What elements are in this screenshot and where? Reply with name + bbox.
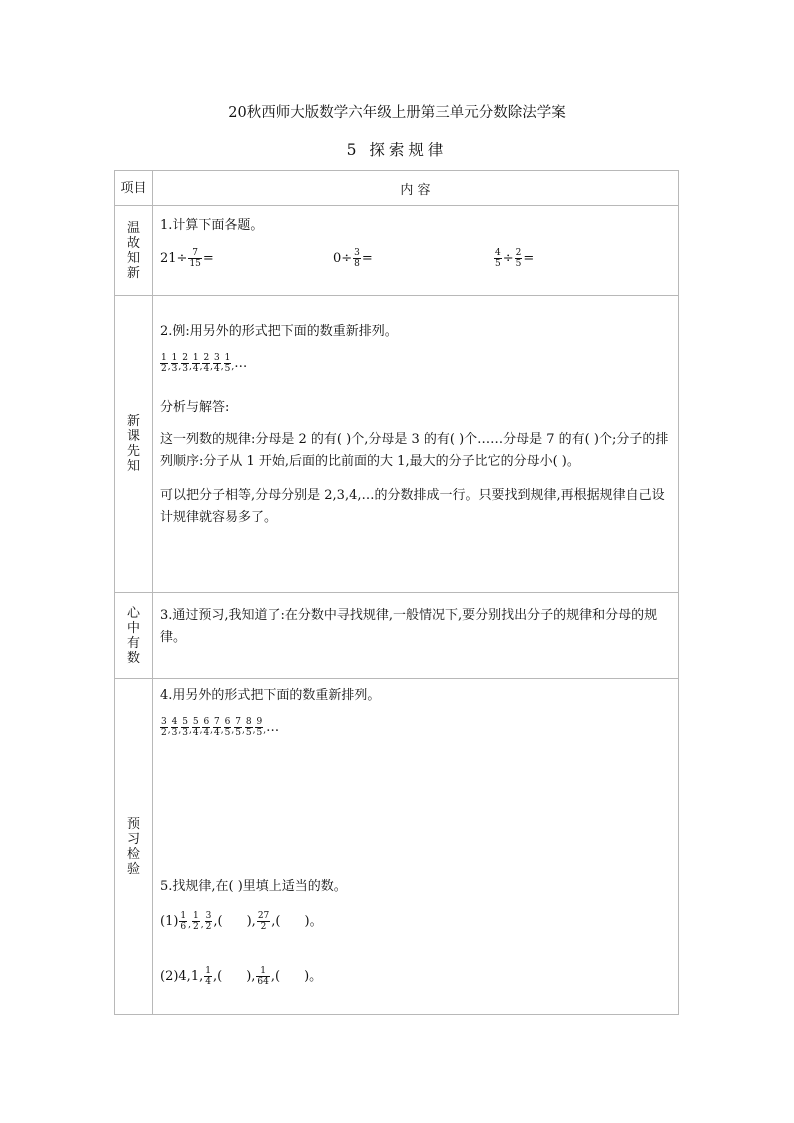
sequence-fraction: $\frac{5}{4}$ bbox=[192, 717, 199, 738]
sequence-fraction: $\frac{1}{5}$ bbox=[224, 353, 231, 374]
sequence-fraction: $\frac{7}{5}$ bbox=[235, 717, 241, 738]
fraction-sequence: $\frac{3}{2}$ , $\frac{4}{3}$ , $\frac{5}{3}$ , $\frac{5}{4}$ , $\frac{6}{4}$ , $\frac{7}{4}$ , $\frac{6}{5}$ , $\frac{7}{5}$ , $\frac{8}{5}$ , $\frac{9}{5}$ , bbox=[161, 717, 267, 738]
label-warmup: 温 故 知 新 bbox=[115, 206, 153, 296]
analysis-heading: 分析与解答: bbox=[160, 400, 230, 415]
lesson-table bbox=[114, 170, 679, 1015]
table-header-row bbox=[115, 171, 679, 206]
expr-1: 21÷ $\frac{7}{15}$ = bbox=[160, 248, 214, 269]
sequence-fraction: $\frac{4}{3}$ bbox=[171, 717, 178, 738]
header-item: 项目 bbox=[115, 171, 153, 206]
sequence-fraction: $\frac{2}{4}$ bbox=[203, 353, 210, 374]
sequence-fraction: $\frac{9}{5}$ bbox=[256, 717, 263, 738]
label-summary: 心 中 有 数 bbox=[115, 593, 153, 679]
sequence-fraction: $\frac{6}{4}$ bbox=[203, 717, 210, 738]
sequence-fraction: $\frac{8}{5}$ bbox=[245, 717, 252, 738]
question-3: 3.通过预习,我知道了:在分数中寻找规律,一般情况下,要分别找出分子的规律和分母的规律。 bbox=[160, 608, 658, 645]
sub-question-2: (2)4,1, $\frac{1}{4}$ ,( ), $\frac{1}{64}$ ,( )。 bbox=[160, 966, 323, 987]
sequence-fraction: $\frac{3}{2}$ bbox=[161, 717, 167, 738]
row-warmup bbox=[115, 206, 679, 296]
sequence-fraction: $\frac{1}{3}$ bbox=[171, 353, 178, 374]
sub-question-1: (1) $\frac{1}{6}$ , $\frac{1}{2}$ , $\frac{3}{2}$ ,( ), $\frac{27}{2}$ ,( )。 bbox=[160, 911, 323, 932]
new-lesson-content bbox=[153, 296, 679, 593]
row-summary bbox=[115, 593, 679, 679]
expr-2: 0÷ $\frac{3}{8}$ = bbox=[333, 248, 373, 269]
check-content bbox=[153, 679, 679, 1015]
summary-content bbox=[153, 593, 679, 679]
row-check bbox=[115, 679, 679, 1015]
analysis-paragraph: 这一列数的规律:分母是 2 的有( )个,分母是 3 的有( )个……分母是 7 的有( )个;分子的排列顺序:分子从 1 开始,后面的比前面的大 1,最大的分子比它的分母小( )。 bbox=[160, 432, 669, 469]
label-new-lesson: 新 课 先 知 bbox=[115, 296, 153, 593]
hint-paragraph: 可以把分子相等,分母分别是 2,3,4,…的分数排成一行。只要找到规律,再根据规律自己设计规律就容易多了。 bbox=[160, 488, 665, 525]
sequence-fraction: $\frac{7}{4}$ bbox=[214, 717, 220, 738]
example-sequence: $\frac{1}{2}$ , $\frac{1}{3}$ , $\frac{2}{3}$ , $\frac{1}{4}$ , $\frac{2}{4}$ , $\frac{3}{4}$ , $\frac{1}{5}$ ,… bbox=[161, 353, 248, 374]
sequence-fraction: $\frac{1}{2}$ bbox=[161, 353, 167, 374]
sequence-fraction: $\frac{1}{4}$ bbox=[192, 353, 199, 374]
document-title: 20秋西师大版数学六年级上册第三单元分数除法学案 bbox=[228, 105, 566, 121]
lesson-title: 5 探索规律 bbox=[346, 141, 448, 159]
sequence-fraction: $\frac{5}{3}$ bbox=[182, 717, 188, 738]
row-new-lesson bbox=[115, 296, 679, 593]
sequence-fraction: $\frac{3}{4}$ bbox=[214, 353, 220, 374]
question-1: 1.计算下面各题。 bbox=[160, 218, 264, 233]
question-2: 2.例:用另外的形式把下面的数重新排列。 bbox=[160, 324, 398, 339]
sequence-fraction: $\frac{2}{3}$ bbox=[182, 353, 188, 374]
fraction-sequence: $\frac{1}{2}$ , $\frac{1}{3}$ , $\frac{2}{3}$ , $\frac{1}{4}$ , $\frac{2}{4}$ , $\frac{3}{4}$ , $\frac{1}{5}$ , bbox=[161, 353, 235, 374]
sequence-4: $\frac{3}{2}$ , $\frac{4}{3}$ , $\frac{5}{3}$ , $\frac{5}{4}$ , $\frac{6}{4}$ , $\frac{7}{4}$ , $\frac{6}{5}$ , $\frac{7}{5}$ , $\frac{8}{5}$ , $\frac{9}{5}$ ,… bbox=[161, 717, 280, 738]
header-content: 内 容 bbox=[153, 171, 679, 206]
warmup-content bbox=[153, 206, 679, 296]
question-4: 4.用另外的形式把下面的数重新排列。 bbox=[160, 688, 381, 703]
question-5: 5.找规律,在( )里填上适当的数。 bbox=[160, 879, 347, 894]
label-check: 预 习 检 验 bbox=[115, 679, 153, 1015]
expr-3: $\frac{4}{5}$ ÷ $\frac{2}{5}$ = bbox=[495, 248, 535, 269]
sequence-fraction: $\frac{6}{5}$ bbox=[224, 717, 231, 738]
